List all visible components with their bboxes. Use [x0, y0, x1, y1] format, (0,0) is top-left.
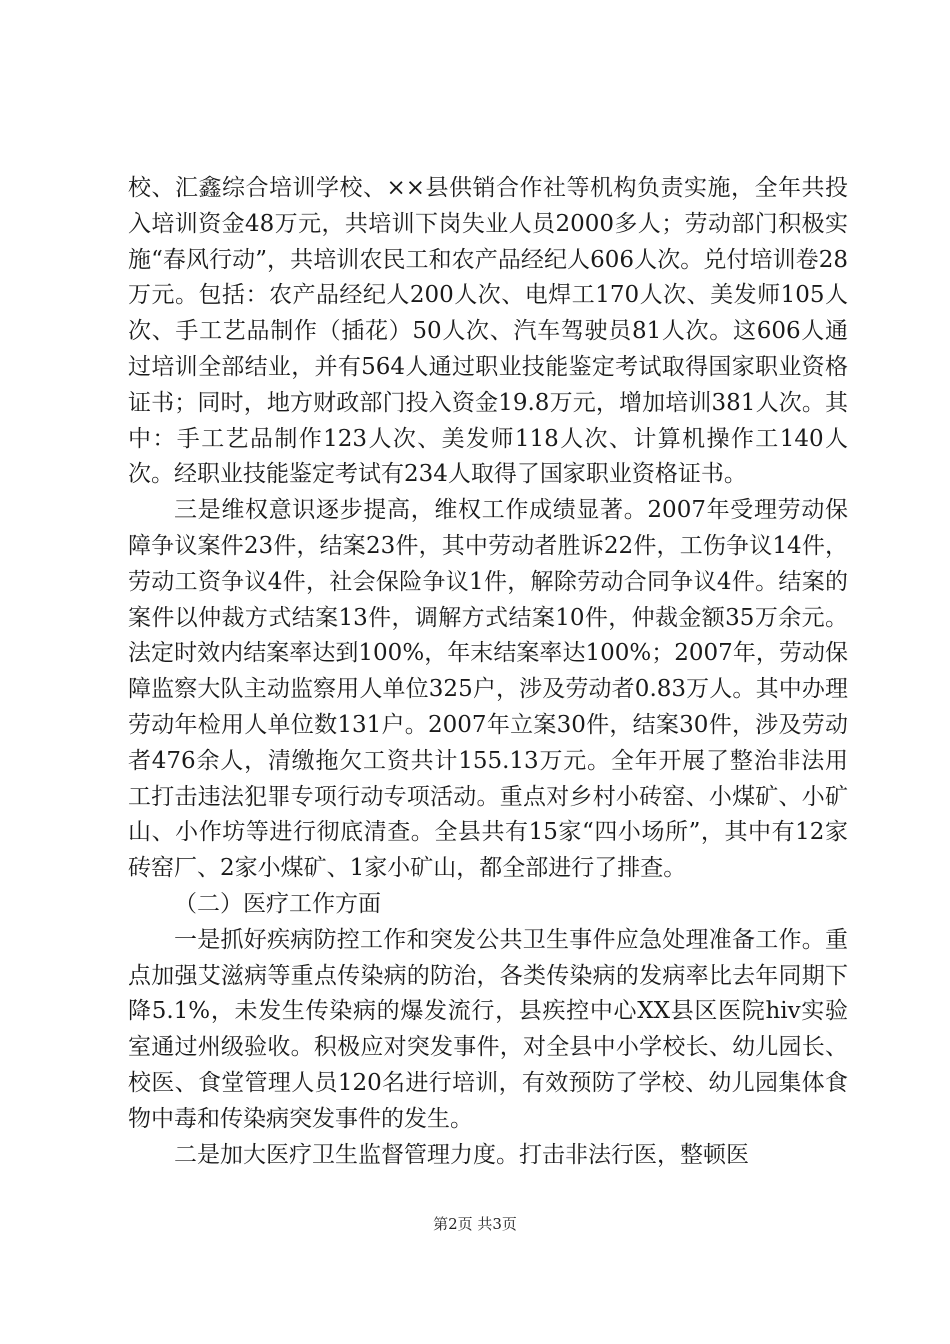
- paragraph-continuation: 校、汇鑫综合培训学校、××县供销合作社等机构负责实施，全年共投入培训资金48万元，共培训下岗失业人员2000多人；劳动部门积极实施“春风行动”，共培训农民工和农产品经纪人606人次。兑付培训卷28万元。包括：农产品经纪人200人次、电焊工170人次、美发师105人次、手工艺品制作（插花）50人次、汽车驾驶员81人次。这606人通过培训全部结业，并有564人通过职业技能鉴定考试取得国家职业资格证书；同时，地方财政部门投入资金19.8万元，增加培训381人次。其中：手工艺品制作123人次、美发师118人次、计算机操作工140人次。经职业技能鉴定考试有234人取得了国家职业资格证书。: [128, 175, 848, 488]
- page-footer: 第2页 共3页: [433, 1215, 517, 1233]
- paragraph-rights-protection: 三是维权意识逐步提高，维权工作成绩显著。2007年受理劳动保障争议案件23件，结案23件，其中劳动者胜诉22件，工伤争议14件，劳动工资争议4件，社会保险争议1件，解除劳动合同争议4件。结案的案件以仲裁方式结案13件，调解方式结案10件，仲裁金额35万余元。法定时效内结案率达到100%，年末结案率达100%；2007年，劳动保障监察大队主动监察用人单位325户，涉及劳动者0.83万人。其中办理劳动年检用人单位数131户。2007年立案30件，结案30件，涉及劳动者476余人，清缴拖欠工资共计155.13万元。全年开展了整治非法用工打击违法犯罪专项行动专项活动。重点对乡村小砖窑、小煤矿、小矿山、小作坊等进行彻底清查。全县共有15家“四小场所”，其中有12家砖窑厂、2家小煤矿、1家小矿山，都全部进行了排查。: [128, 497, 848, 882]
- section-heading-medical: （二）医疗工作方面: [174, 890, 381, 917]
- paragraph-disease-control: 一是抓好疾病防控工作和突发公共卫生事件应急处理准备工作。重点加强艾滋病等重点传染病的防治，各类传染病的发病率比去年同期下降5.1%，未发生传染病的爆发流行，县疾控中心XX县区医院hiv实验室通过州级验收。积极应对突发事件，对全县中小学校长、幼儿园长、校医、食堂管理人员120名进行培训，有效预防了学校、幼儿园集体食物中毒和传染病突发事件的发生。: [128, 926, 848, 1132]
- document-body: [128, 171, 848, 1173]
- paragraph-medical-supervision: 二是加大医疗卫生监督管理力度。打击非法行医，整顿医: [174, 1141, 749, 1168]
